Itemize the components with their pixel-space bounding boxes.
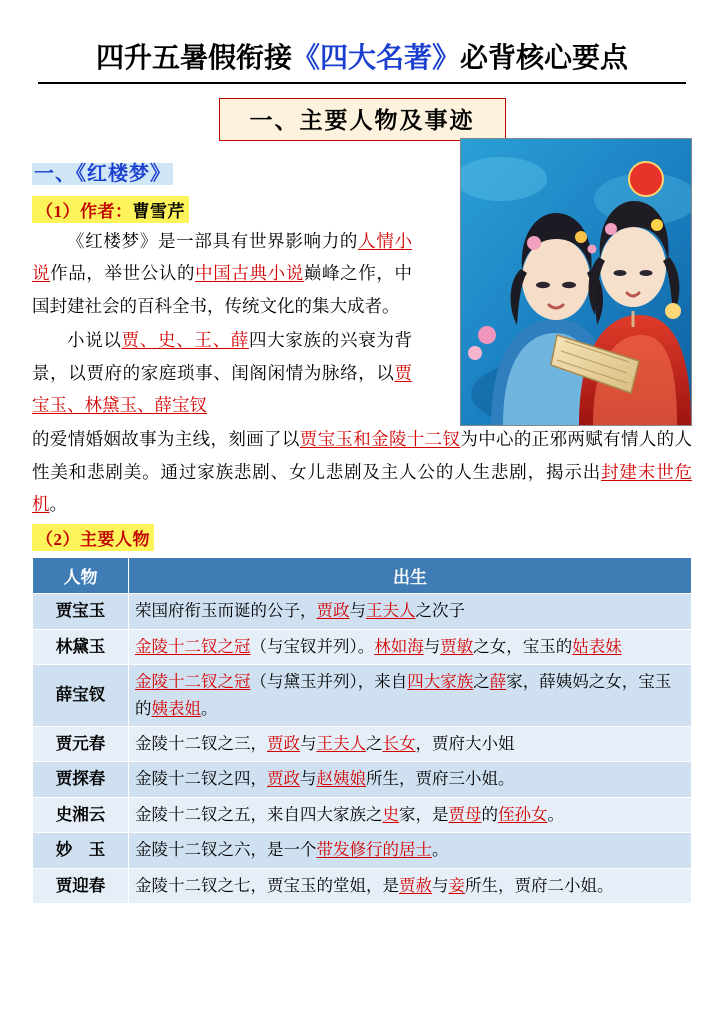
- plain-text: 家，是: [399, 804, 449, 824]
- plain-text: 与: [300, 769, 317, 789]
- highlight-term: 带发修行的居士: [316, 840, 432, 860]
- plain-text: 。: [432, 840, 449, 860]
- intro-p2-i: 。: [49, 494, 67, 514]
- intro-p2-c: 四大家族的兴衰为背景，以贾府的家庭琐事、闺阁闲情为脉络，以: [32, 330, 413, 383]
- table-row: [33, 762, 692, 797]
- highlight-term: 贾政: [267, 769, 300, 789]
- col-header-name: 人物: [33, 558, 129, 594]
- plain-text: 与: [349, 601, 366, 621]
- subsection-heading: [32, 157, 173, 186]
- character-origin: [129, 762, 692, 797]
- intro-p2-h: 封建末世危机: [32, 461, 693, 514]
- characters-label-row: [32, 520, 692, 551]
- plain-text: （与宝钗并列）。: [250, 636, 375, 656]
- highlight-term: 史: [382, 804, 399, 824]
- plain-text: 金陵十二钗之四，: [135, 769, 267, 789]
- table-row: [33, 629, 692, 664]
- character-origin: [129, 594, 692, 629]
- table-row: [33, 868, 692, 903]
- highlight-term: 金陵十二钗之冠: [135, 672, 251, 692]
- intro-p1-c: 作品，举世公认的: [50, 263, 196, 284]
- highlight-term: 侄孙女: [498, 804, 548, 824]
- highlight-term: 王夫人: [366, 601, 416, 621]
- highlight-term: 贾赦: [399, 875, 432, 895]
- intro-p2-b: 贾、史、王、薛: [121, 330, 249, 351]
- title-suffix: 必背核心要点: [460, 43, 629, 74]
- plain-text: ，贾府大小姐: [415, 733, 515, 753]
- plain-text: 之次子: [415, 601, 465, 621]
- plain-text: 的: [481, 804, 498, 824]
- table-row: [33, 833, 692, 868]
- plain-text: 金陵十二钗之七，贾宝玉的堂姐，是: [135, 875, 399, 895]
- character-origin: [129, 726, 692, 761]
- plain-text: 所生，贾府三小姐。: [366, 769, 515, 789]
- intro-p2-line: [32, 324, 412, 421]
- section-heading-wrapper: [32, 98, 692, 141]
- table-row: [33, 665, 692, 727]
- table-header-row: [33, 558, 692, 594]
- intro-p2-e: 的爱情婚姻故事为主线，刻画了以: [32, 429, 300, 450]
- characters-label: （2）主要人物: [32, 524, 154, 551]
- illustration-image: [460, 138, 692, 426]
- plain-text: 。: [201, 698, 218, 718]
- intro-p2-d: 贾宝玉、林黛玉、薛宝钗: [32, 362, 412, 415]
- character-name: 史湘云: [33, 797, 129, 832]
- highlight-term: 贾敏: [440, 636, 474, 656]
- highlight-term: 贾政: [267, 733, 300, 753]
- table-row: [33, 594, 692, 629]
- highlight-term: 妾: [448, 875, 465, 895]
- character-origin: [129, 665, 692, 727]
- table-row: [33, 797, 692, 832]
- highlight-term: 贾母: [448, 804, 482, 824]
- highlight-term: 金陵十二钗之冠: [135, 636, 251, 656]
- subsection-heading-text: 一、《红楼梦》: [34, 163, 171, 185]
- author-block: [32, 186, 412, 421]
- illustration-svg: [461, 139, 691, 425]
- table-row: [33, 726, 692, 761]
- author-label-text: （1）作者：: [36, 202, 133, 221]
- intro-p1-e: 巅峰之作，中国封建社会的百科全书，传统文化的集大成者。: [32, 263, 412, 316]
- section-heading: 一、主要人物及事迹: [219, 98, 506, 141]
- plain-text: 与: [423, 636, 441, 656]
- intro-paragraph-2-top: [32, 324, 412, 421]
- plain-text: 之女，宝玉的: [473, 636, 573, 656]
- character-name: 贾元春: [33, 726, 129, 761]
- highlight-term: 王夫人: [316, 733, 366, 753]
- character-origin: [129, 797, 692, 832]
- plain-text: 与: [432, 875, 449, 895]
- highlight-term: 姨表姐: [151, 698, 201, 718]
- intro-p1-d: 中国古典小说: [195, 263, 304, 284]
- plain-text: （与黛玉并列），来自: [250, 672, 408, 692]
- plain-text: 荣国府衔玉而诞的公子，: [135, 601, 317, 621]
- intro-p2-a: 小说以: [67, 330, 122, 351]
- author-name: 曹雪芹: [132, 202, 185, 221]
- character-name: 薛宝钗: [33, 665, 129, 727]
- plain-text: 与: [300, 733, 317, 753]
- col-header-origin: 出生: [129, 558, 692, 594]
- highlight-term: 薛: [489, 672, 507, 692]
- character-name: 贾宝玉: [33, 594, 129, 629]
- highlight-term: 长女: [382, 733, 416, 753]
- plain-text: 家，薛姨妈之女，宝玉的: [135, 672, 672, 718]
- character-name: 贾迎春: [33, 868, 129, 903]
- title-highlight: 《四大名著》: [291, 43, 460, 74]
- plain-text: 金陵十二钗之三，: [135, 733, 267, 753]
- character-origin: [129, 629, 692, 664]
- highlight-term: 姑表妹: [572, 636, 622, 656]
- author-label: [32, 196, 189, 223]
- page-title: [38, 36, 686, 84]
- title-prefix: 四升五暑假衔接: [95, 43, 292, 74]
- table-header: [33, 558, 692, 594]
- plain-text: 所生，贾府二小姐。: [465, 875, 614, 895]
- highlight-term: 赵姨娘: [316, 769, 366, 789]
- intro-p2-g: 为中心的正邪两赋有情人的人性美和悲剧美。通过家族悲剧、女儿悲剧及主人公的人生悲剧，揭示出: [32, 429, 693, 482]
- intro-p2-f: 贾宝玉和金陵十二钗: [299, 429, 461, 450]
- table-body: [33, 594, 692, 904]
- intro-p1-line: [32, 225, 412, 322]
- character-name: 妙 玉: [33, 833, 129, 868]
- character-name: 林黛玉: [33, 629, 129, 664]
- highlight-term: 林如海: [374, 636, 424, 656]
- plain-text: 金陵十二钗之五，来自四大家族之: [135, 804, 383, 824]
- intro-paragraph-1: [32, 225, 412, 322]
- characters-table: [32, 557, 692, 904]
- intro-p1-a: 《红楼梦》是一部具有世界影响力的: [67, 231, 359, 251]
- intro-paragraph-2-rest: [32, 423, 692, 520]
- highlight-term: 贾政: [316, 601, 350, 621]
- character-name: 贾探春: [33, 762, 129, 797]
- character-origin: [129, 833, 692, 868]
- plain-text: 之: [473, 672, 490, 692]
- highlight-term: 四大家族: [407, 672, 474, 692]
- plain-text: 。: [547, 804, 564, 824]
- plain-text: 之: [366, 733, 383, 753]
- plain-text: 金陵十二钗之六，是一个: [135, 840, 317, 860]
- character-origin: [129, 868, 692, 903]
- intro-p1-b: 人情小说: [32, 231, 413, 284]
